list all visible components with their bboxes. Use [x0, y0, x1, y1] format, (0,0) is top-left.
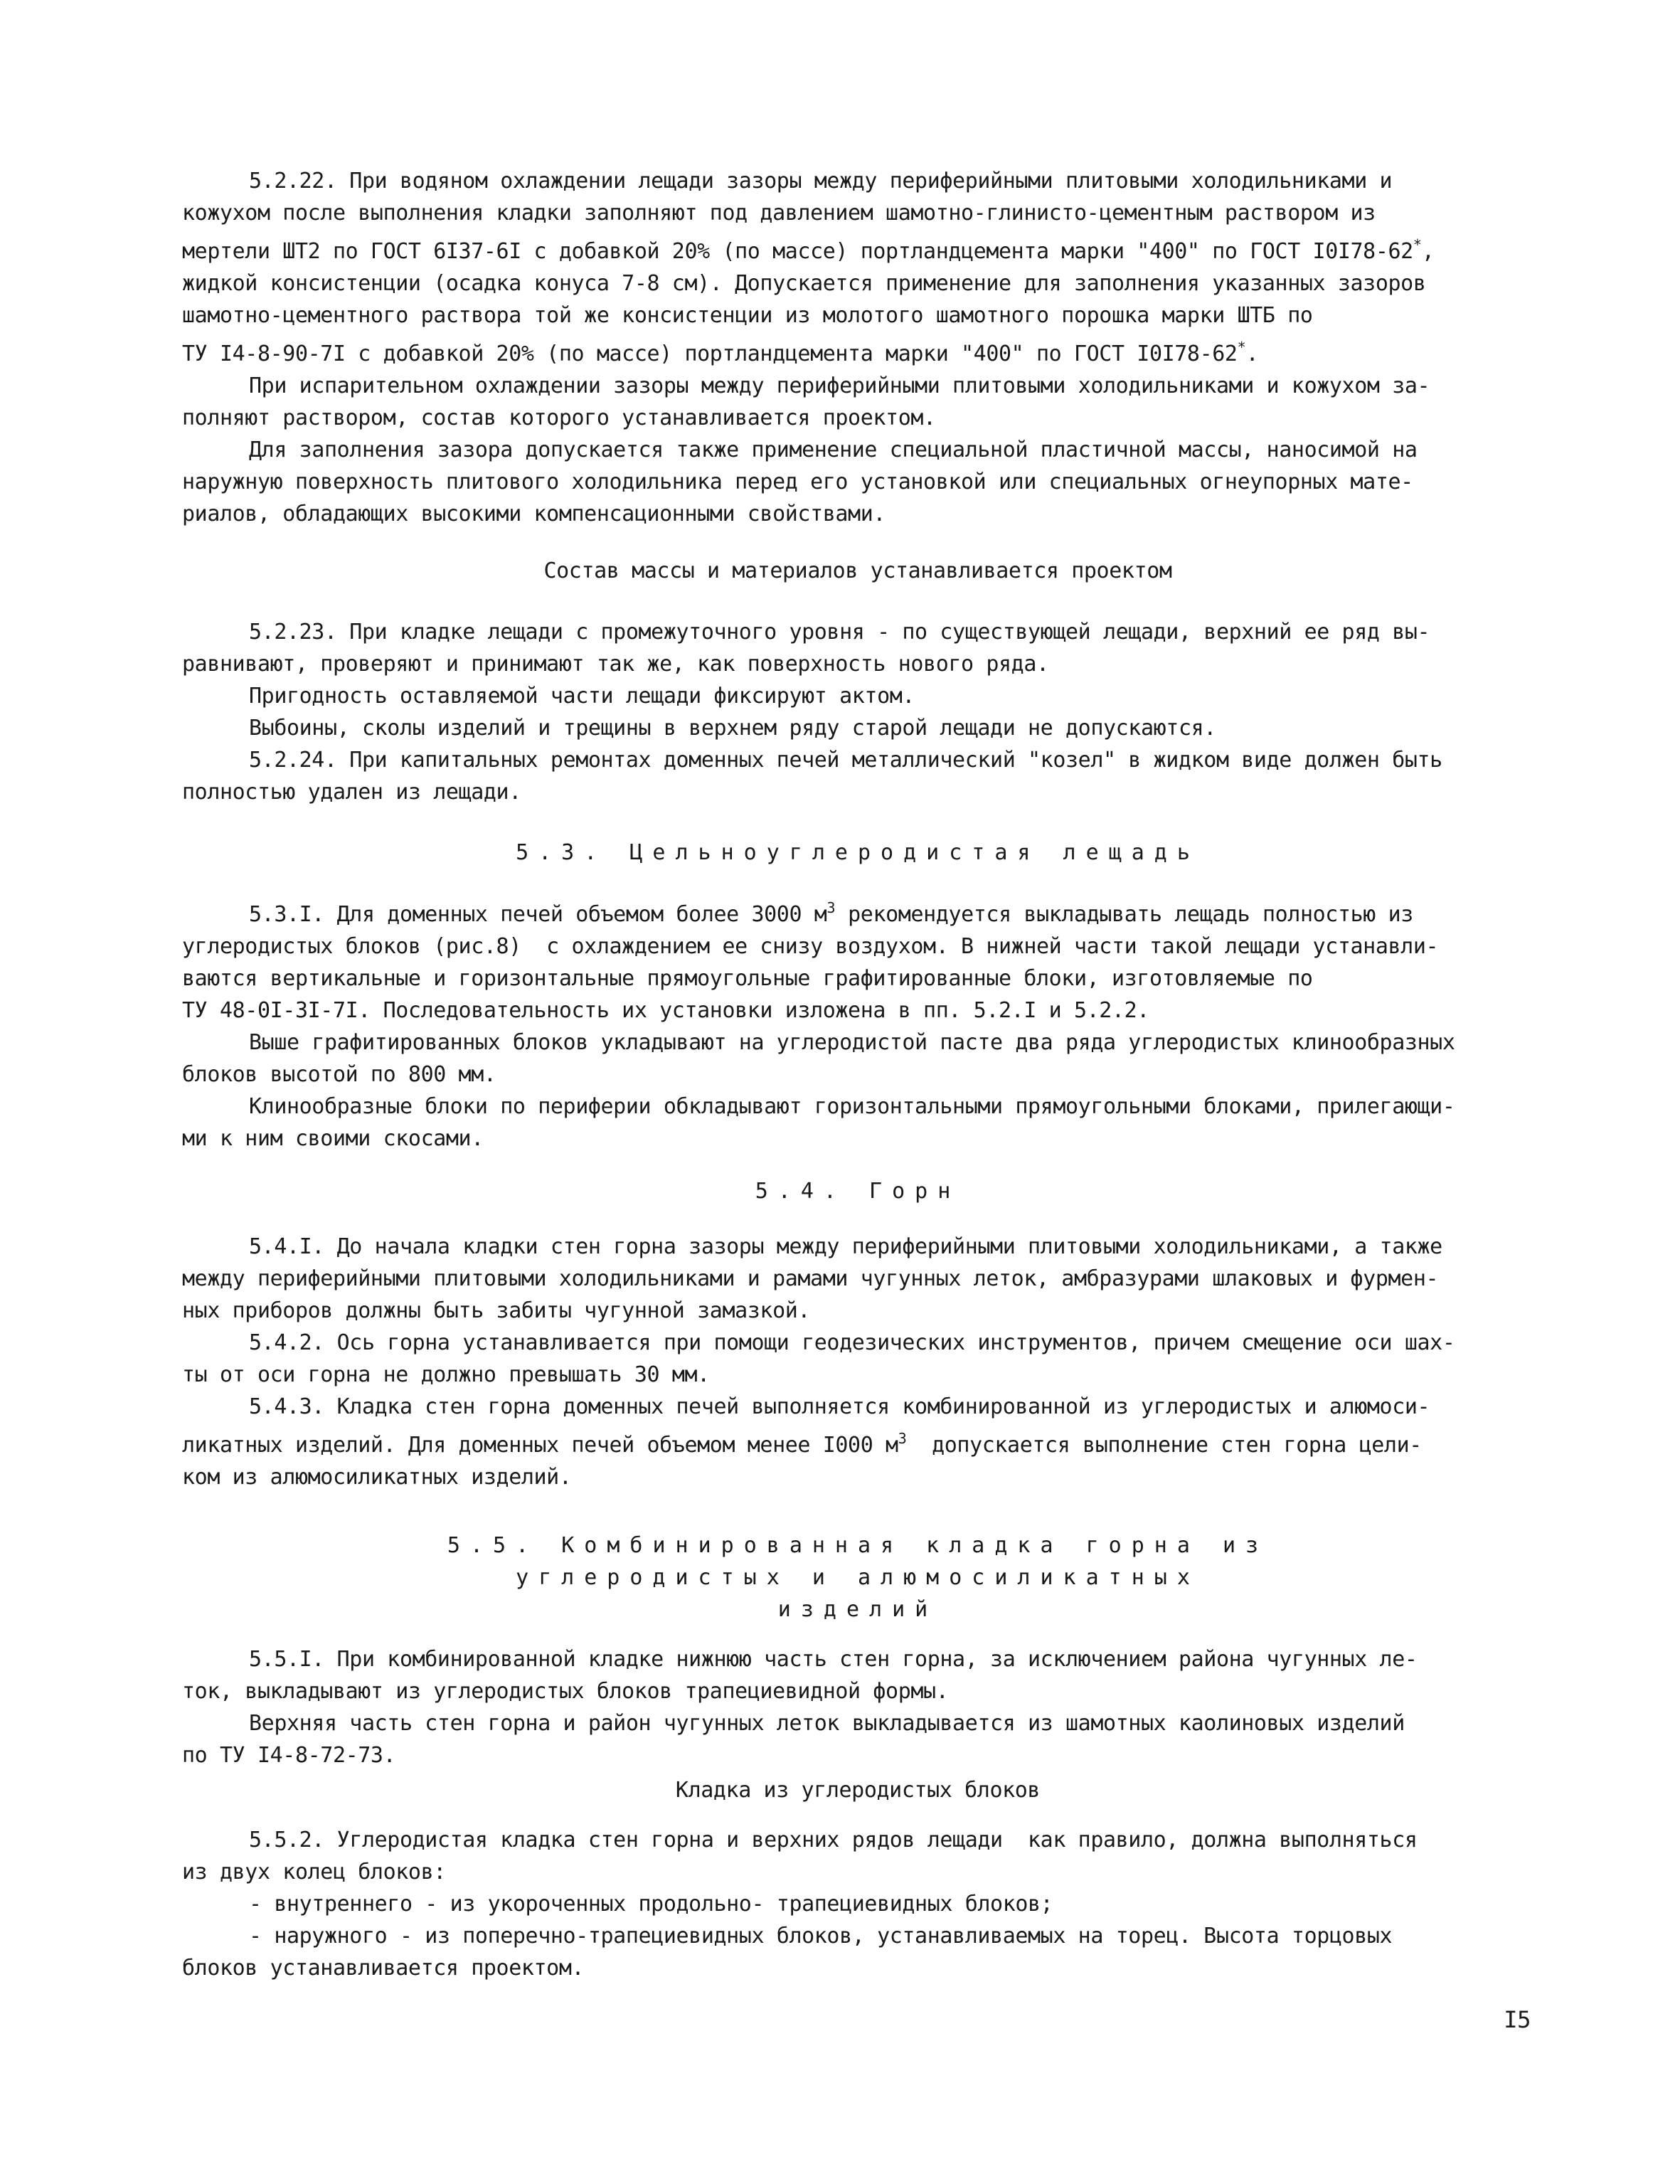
text-fragment: ТУ I4-8-90-7I с добавкой 20% (по массе) портландцемента марки "400" по ГОСТ I0I78-62: [182, 341, 1238, 366]
text-line: блоков высотой по 800 мм.: [182, 1062, 496, 1087]
subheading-text: Кладка из углеродистых блоков: [675, 1778, 1041, 1803]
heading-5-4: [182, 1175, 1533, 1207]
text-line: 5.2.24. При капитальных ремонтах доменных печей металлический "козел" в жидком виде должен быть: [249, 748, 1442, 773]
paragraph: [182, 1231, 1533, 1493]
text-line: [182, 229, 1533, 267]
text-line: полностью удален из лещади.: [182, 780, 521, 805]
note-text: Состав массы и материалов устанавливается проектом: [543, 558, 1172, 583]
asterisk-superscript: *: [1413, 236, 1422, 253]
text-line: блоков устанавливается проектом.: [182, 1956, 585, 1981]
text-line: риалов, обладающих высокими компенсационными свойствами.: [182, 502, 886, 526]
text-line: При испарительном охлаждении зазоры между периферийными плитовыми холодильниками и кожухом за-: [249, 373, 1430, 398]
heading-5-3: [182, 837, 1533, 869]
text-line: Выбоины, сколы изделий и трещины в верхнем ряду старой лещади не допускаются.: [249, 716, 1216, 741]
text-line: 5.5.2. Углеродистая кладка стен горна и верхних рядов лещади как правило, должна выполняться: [249, 1828, 1418, 1852]
subheading-carbon: [182, 1774, 1533, 1806]
heading-line: изделий: [777, 1597, 938, 1622]
text-line: [182, 1423, 1533, 1461]
section-5-5-1: [182, 1643, 1533, 1771]
section-5-2-22: [182, 165, 1533, 530]
text-line: ваются вертикальные и горизонтальные прямоугольные графитированные блоки, изготовляемые по: [182, 966, 1313, 991]
text-line: ных приборов должны быть забиты чугунной замазкой.: [182, 1298, 811, 1323]
text-line: Клинообразные блоки по периферии обкладывают горизонтальными прямоугольными блоками, прилегающи-: [249, 1094, 1455, 1119]
paragraph: [182, 1643, 1533, 1771]
text-line: ком из алюмосиликатных изделий.: [182, 1465, 572, 1490]
asterisk-superscript: *: [1237, 339, 1246, 356]
section-heading: 5.4. Горн: [755, 1179, 961, 1204]
page-number: I5: [1504, 2006, 1531, 2033]
text-fragment: рекомендуется выкладывать лещадь полностью из: [835, 902, 1413, 927]
text-line: ТУ 48-0I-3I-7I. Последовательность их установки изложена в пп. 5.2.I и 5.2.2.: [182, 998, 1149, 1023]
text-line: углеродистых блоков (рис.8) с охлаждением ее снизу воздухом. В нижней части такой лещади устанавли-: [182, 934, 1439, 959]
text-line: Выше графитированных блоков укладывают на углеродистой пасте два ряда углеродистых клинообразных: [249, 1030, 1455, 1055]
text-line: между периферийными плитовыми холодильниками и рамами чугунных леток, амбразурами шлаковых и фурмен-: [182, 1266, 1439, 1291]
text-line: ми к ним своими скосами.: [182, 1126, 484, 1151]
text-line: Для заполнения зазора допускается также применение специальной пластичной массы, наносимой на: [249, 438, 1418, 462]
text-fragment: ликатных изделий. Для доменных печей объемом менее I000 м: [182, 1433, 898, 1458]
text-line: 5.5.I. При комбинированной кладке нижнюю часть стен горна, за исключением района чугунных ле-: [249, 1647, 1418, 1672]
section-heading: 5.3. Цельноуглеродистая лещадь: [516, 840, 1200, 865]
text-line: - внутреннего - из укороченных продольно- трапециевидных блоков;: [249, 1892, 1053, 1917]
heading-5-5: [182, 1530, 1533, 1626]
section-5-5-2: [182, 1824, 1533, 1984]
section-5-4: [182, 1231, 1533, 1493]
note-heading: [182, 555, 1533, 587]
text-line: шамотно-цементного раствора той же консистенции из молотого шамотного порошка марки ШТБ по: [182, 303, 1313, 328]
text-fragment: допускается выполнение стен горна цели-: [906, 1433, 1422, 1458]
text-fragment: 5.3.I. Для доменных печей объемом более 3000 м: [249, 902, 827, 927]
text-line: 5.4.2. Ось горна устанавливается при помощи геодезических инструментов, причем смещение оси шах-: [249, 1330, 1455, 1355]
text-line: Пригодность оставляемой части лещади фиксируют актом.: [249, 684, 915, 709]
section-5-3-1: [182, 892, 1533, 1155]
superscript: 3: [826, 899, 836, 916]
text-line: ты от оси горна не должно превышать 30 мм.: [182, 1362, 710, 1387]
text-fragment: мертели ШТ2 по ГОСТ 6I37-6I с добавкой 20% (по массе) портландцемента марки "400" по ГОСТ I0I78-62: [182, 239, 1413, 264]
text-line: 5.2.23. При кладке лещади с промежуточного уровня - по существующей лещади, верхний ее ряд вы-: [249, 620, 1430, 645]
text-line: кожухом после выполнения кладки заполняют под давлением шамотно-глинисто-цементным раствором из: [182, 201, 1376, 226]
text-line: равнивают, проверяют и принимают так же, как поверхность нового ряда.: [182, 652, 1049, 677]
text-fragment: ,: [1421, 239, 1435, 264]
text-line: наружную поверхность плитового холодильника перед его установкой или специальных огнеупорных мате-: [182, 470, 1413, 494]
text-line: [182, 332, 1533, 370]
text-line: по ТУ I4-8-72-73.: [182, 1743, 396, 1768]
text-line: Верхняя часть стен горна и район чугунных леток выкладывается из шамотных каолиновых изделий: [249, 1711, 1405, 1736]
text-line: полняют раствором, состав которого устанавливается проектом.: [182, 405, 936, 430]
text-line: 5.4.3. Кладка стен горна доменных печей выполняется комбинированной из углеродистых и алюмоси-: [249, 1394, 1430, 1419]
text-line: - наружного - из поперечно-трапециевидных блоков, устанавливаемых на торец. Высота торцовых: [249, 1924, 1393, 1949]
text-line: жидкой консистенции (осадка конуса 7-8 см). Допускается применение для заполнения указанных зазоров: [182, 271, 1426, 296]
text-line: [182, 892, 1533, 931]
text-line: ток, выкладывают из углеродистых блоков трапециевидной формы.: [182, 1679, 949, 1704]
superscript: 3: [898, 1430, 907, 1447]
text-line: из двух колец блоков:: [182, 1860, 446, 1885]
heading-line: 5.5. Комбинированная кладка горна из: [447, 1533, 1269, 1558]
text-line: 5.4.I. До начала кладки стен горна зазоры между периферийными плитовыми холодильниками, а также: [249, 1234, 1442, 1259]
text-fragment: .: [1245, 341, 1259, 366]
paragraph: [182, 165, 1533, 530]
section-5-2-23: [182, 616, 1533, 808]
text-line: 5.2.22. При водяном охлаждении лещади зазоры между периферийными плитовыми холодильниками и: [249, 169, 1393, 194]
paragraph: [182, 1824, 1533, 1984]
paragraph: [182, 616, 1533, 808]
heading-line: углеродистых и алюмосиликатных: [516, 1565, 1200, 1590]
paragraph: [182, 892, 1533, 1155]
